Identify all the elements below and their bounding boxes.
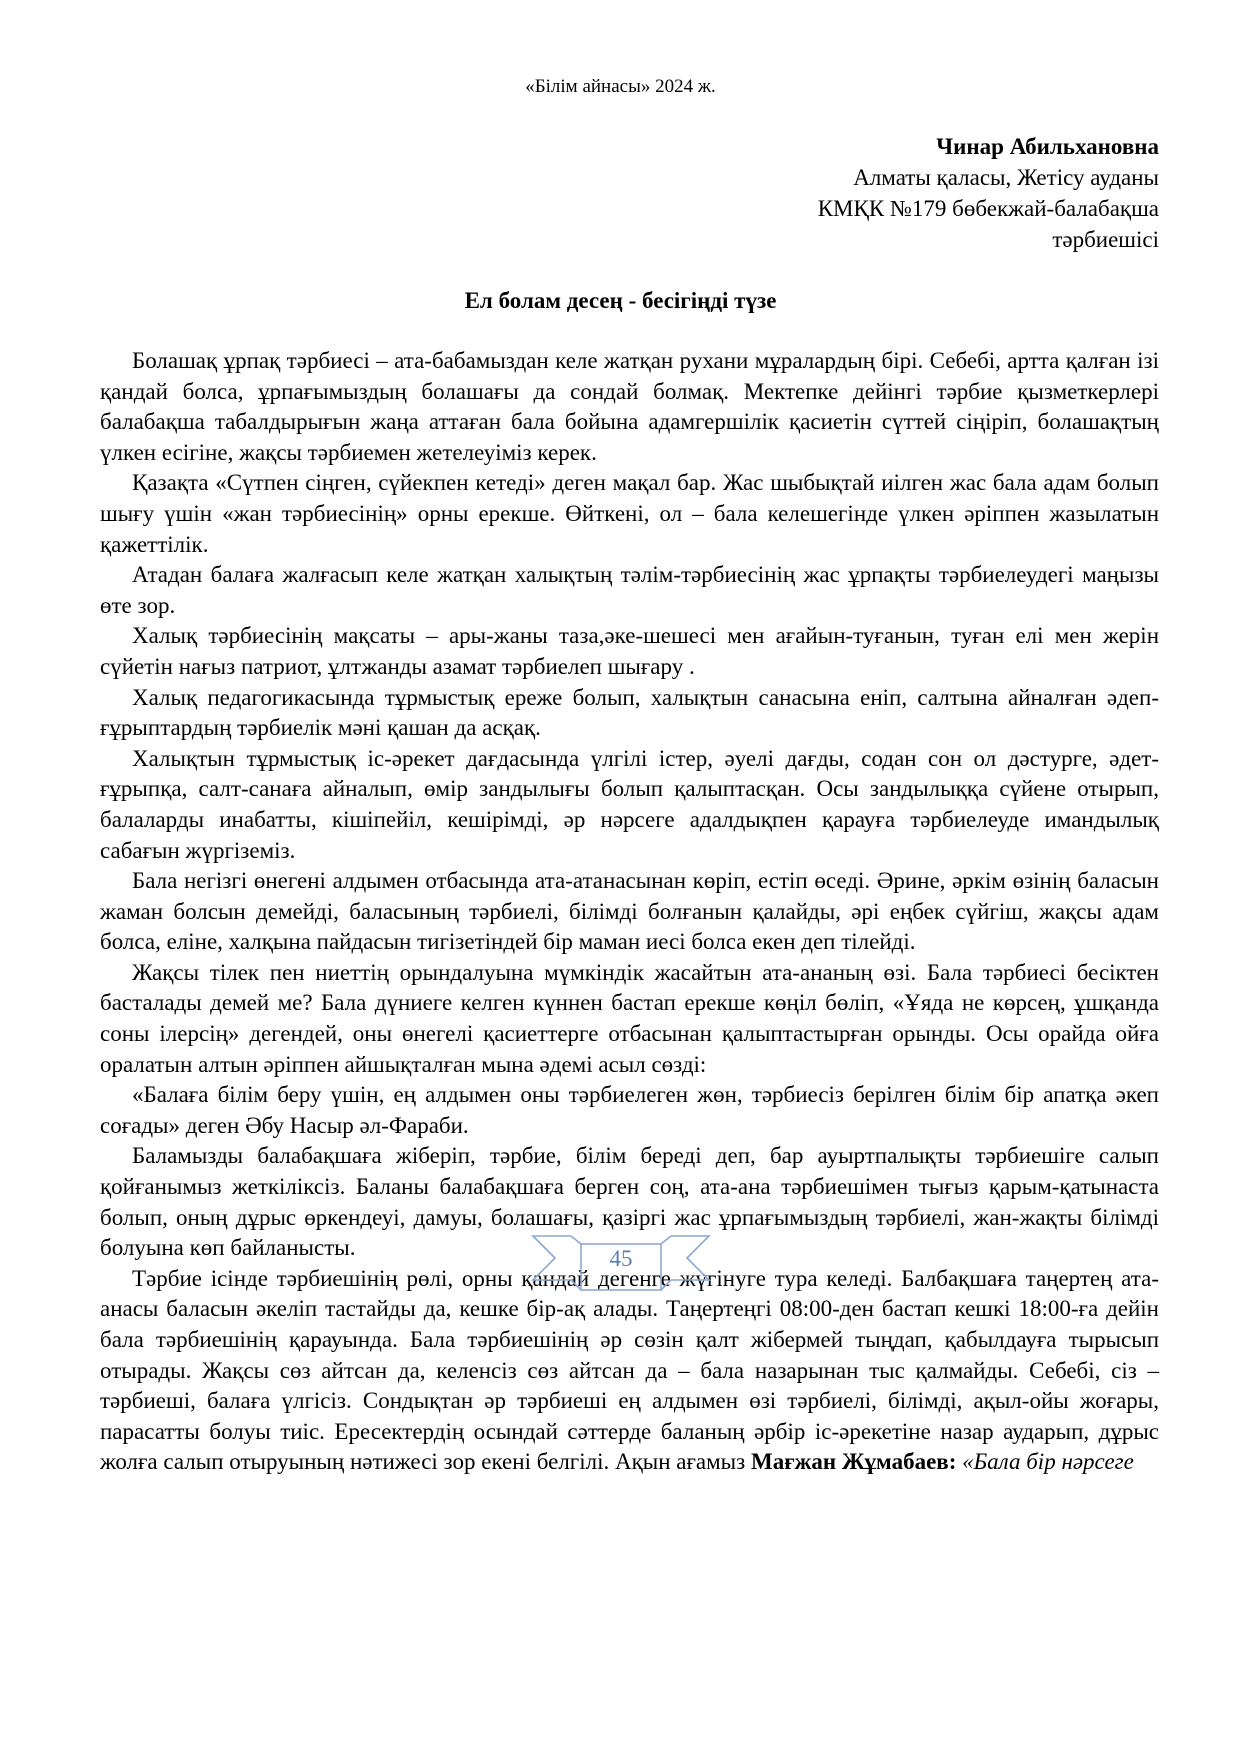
paragraph: Жақсы тілек пен ниеттің орындалуына мүмкіндік жасайтын ата-ананың өзі. Бала тәрбиесі бесіктен басталады демей ме? Бала дүниеге келген күннен бастап ерекше көңіл бөліп, «Ұяда не көрсең, ұшқанда соны ілерсің» дегендей, оны өнегелі қасиеттерге отбасынан қалыптастырған орынды. Осы орайда ойға оралатын алтын әріппен айшықталған мына әдемі асыл сөзді: [100,959,1159,1077]
paragraph: Атадан балаға жалғасып келе жатқан халықтың тәлім-тәрбиесінің жас ұрпақты тәрбиелеудегі маңызы өте зор. [100,562,1159,618]
author-block [818,131,1159,255]
paragraph: Бала негізгі өнегені алдымен отбасында ата-атанасынан көріп, естіп өседі. Әрине, әркім өзінің баласын жаман болсын демейді, баласының тәрбиелі, білімді болғанын қалайды, әрі еңбек сүйгіш, жақсы адам болса, еліне, халқына пайдасын тигізетіндей бір маман иесі болса екен деп тілейді. [100,868,1159,955]
quoted-author: Мағжан Жұмабаев: [750,1449,957,1475]
paragraph-text: Тәрбие ісінде тәрбиешінің рөлі, орны қандай дегенге жүгінуге тура келеді. Балбақшаға таңертең ата-анасы баласын әкеліп тастайды да, кешке бір-ақ алады. Таңертеңгі 08:00-ден бастап кешкі 18:00-ға дейін бала тәрбиешінің қарауында. Бала тәрбиешінің әр сөзін қалт жібермей тыңдап, қабылдауға тырысып отырады. Жақсы сөз айтсан да, келенсіз сөз айтсан да – бала назарынан тыс қалмайды. Себебі, сіз – тәрбиеші, балаға үлгісіз. Сондықтан әр тәрбиеші ең алдымен өзі тәрбиелі, білімді, ақыл-ойы жоғары, парасатты болуы тиіс. Ересектердің осындай сәттерде баланың әрбір іс-әрекетіне назар аударып, дұрыс жолға салып отыруының нәтижесі зор екені белгілі. Ақын ағамыз [100,1265,1159,1475]
page-number: 45 [609,1246,633,1271]
author-affiliation-line-1: Алматы қаласы, Жетісу ауданы [853,165,1159,190]
article-title: Ел болам десең - бесігіңді түзе [464,288,777,313]
paragraph: Халық тәрбиесінің мақсаты – ары-жаны таза,әке-шешесі мен ағайын-туғанын, туған елі мен жерін сүйетін нағыз патриот, ұлтжанды азамат тәрбиелеп шығару . [100,623,1159,679]
paragraph: Баламызды балабақшаға жіберіп, тәрбие, білім береді деп, бар ауыртпалықты тәрбиешіге салып қойғанымыз жеткіліксіз. Баланы балабақшаға берген соң, ата-ана тәрбиешімен тығыз қарым-қатынаста болып, оның дұрыс өркендеуі, дамуы, болашағы, қазіргі жас ұрпағымыздың тәрбиелі, жан-жақты білімді болуына көп байланысты. [100,1143,1159,1261]
author-name: Чинар Абильхановна [936,134,1159,159]
page-number-ribbon [531,1222,711,1294]
quote-start: «Бала бір нәрсеге [956,1449,1134,1475]
paragraph: Болашақ ұрпақ тәрбиесі – ата-бабамыздан келе жатқан рухани мұралардың бірі. Себебі, артта қалған ізі қандай болса, ұрпағымыздың болашағы да сондай болмақ. Мектепке дейінгі тәрбие қызметкерлері балабақша табалдырығын жаңа аттаған бала бойына адамгершілік қасиетін сүттей сіңіріп, болашақтың үлкен есігіне, жақсы тәрбиемен жетелеуіміз керек. [100,348,1159,465]
paragraph: Халықтын тұрмыстық іс-әрекет дағдасында үлгілі істер, әуелі дағды, содан сон ол дәстурге, әдет-ғұрыпқа, салт-санаға айналып, өмір зандылығы болып қалыптасқан. Осы зандылыққа сүйене отырып, балаларды инабатты, кішіпейіл, кешірімді, әр нәрсеге адалдықпен қарауға тәрбиелеуде имандылық сабағын жүргіземіз. [100,745,1159,863]
paragraph: Халық педагогикасында тұрмыстық ереже болып, халықтын санасына еніп, салтына айналған әдеп-ғұрыптардың тәрбиелік мәні қашан да асқақ. [100,684,1159,741]
paragraph: «Балаға білім беру үшін, ең алдымен оны тәрбиелеген жөн, тәрбиесіз берілген білім бір апатқа әкеп соғады» деген Әбу Насыр әл-Фараби. [100,1082,1159,1138]
article-body [100,346,1159,1478]
author-affiliation-line-2: КМҚК №179 бөбекжай-балабақша [817,196,1159,221]
running-header: «Білім айнасы» 2024 ж. [525,76,716,97]
author-position: тәрбиешісі [1052,227,1159,252]
paragraph: Қазақта «Сүтпен сіңген, сүйекпен кетеді» деген мақал бар. Жас шыбықтай иілген жас бала адам болып шығу үшін «жан тәрбиесінің» орны ерекше. Өйткені, ол – бала келешегінде үлкен әріппен жазылатын қажеттілік. [100,470,1159,557]
paragraph-last [100,1264,1159,1478]
